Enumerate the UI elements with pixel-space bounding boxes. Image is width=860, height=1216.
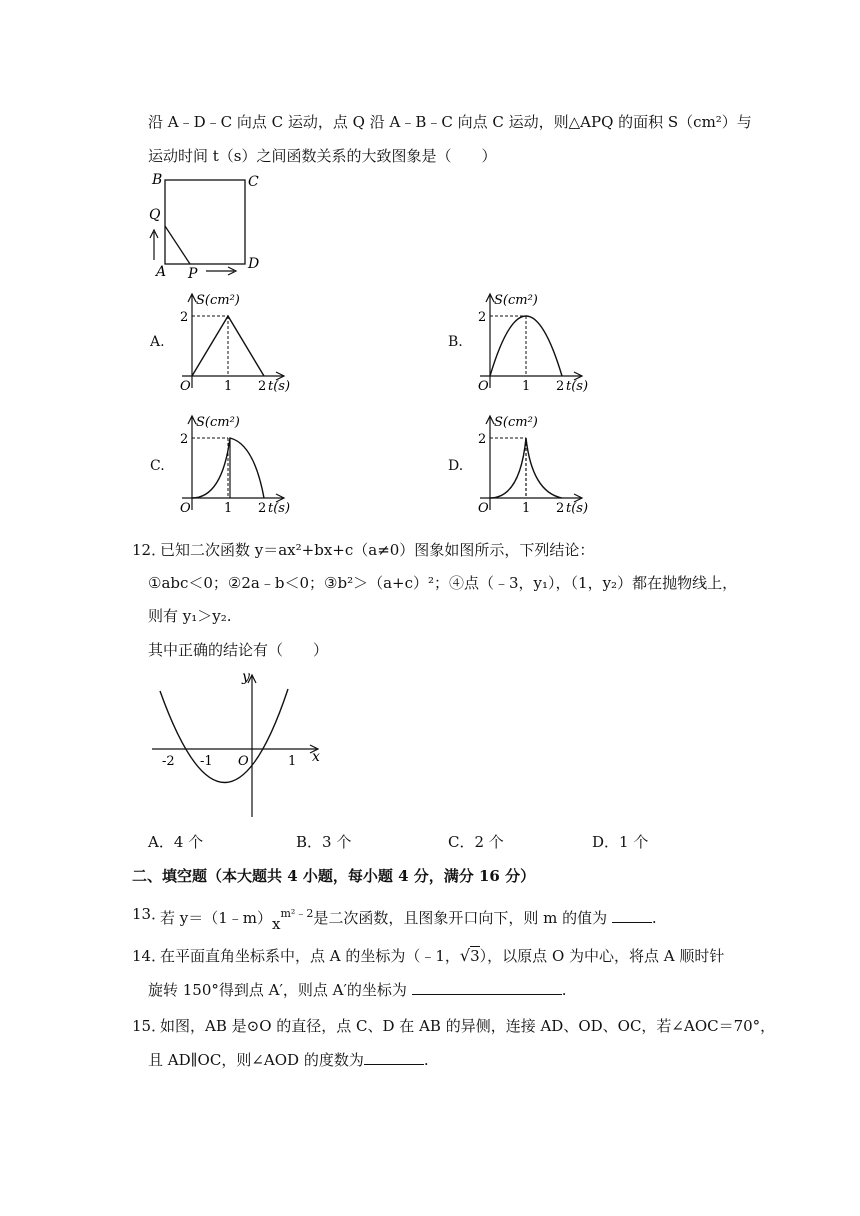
tick-2: 2	[258, 379, 267, 394]
q13-post: 是二次函数，且图象开口向下，则 m 的值为	[313, 909, 608, 927]
label-b: B	[152, 172, 163, 188]
choice-a: A．4 个	[148, 833, 204, 851]
q13-end: .	[651, 909, 657, 927]
axis-s-label: S(cm²)	[494, 415, 538, 430]
q14-line-2	[148, 980, 566, 1000]
q12-line-4: 其中正确的结论有（ ）	[148, 641, 329, 659]
axis-t-label: t(s)	[566, 379, 589, 394]
q13-answer-blank[interactable]	[612, 908, 652, 923]
label-p: P	[188, 266, 198, 282]
q11-line-1: 沿 A﹣D﹣C 向点 C 运动，点 Q 沿 A﹣B﹣C 向点 C 运动，则△APQ 的面积 S（cm²）与	[148, 113, 752, 131]
origin-label: O	[478, 379, 489, 394]
q15-end: .	[423, 1051, 429, 1069]
q15-line-1: 如图，AB 是⊙O 的直径，点 C、D 在 AB 的异侧，连接 AD、OD、OC，若∠AOC＝70°，	[160, 1017, 776, 1035]
q15-number: 15．	[132, 1017, 167, 1035]
choice-b: B．3 个	[296, 833, 352, 851]
axis-t-label: t(s)	[268, 501, 291, 516]
q14-line-1	[160, 946, 724, 966]
label-q: Q	[149, 207, 161, 223]
q15-line-2	[148, 1050, 429, 1070]
choice-d: D．1 个	[592, 833, 649, 851]
q13-number: 13．	[132, 905, 167, 923]
q14-line-1b: ），以原点 O 为中心，将点 A 顺时针	[479, 947, 725, 965]
label-c: C	[248, 174, 259, 190]
tick-1: 1	[522, 501, 531, 516]
q14-end: .	[561, 981, 567, 999]
tick-2: 2	[556, 379, 565, 394]
q14-line-2-text: 旋转 150°得到点 A′，则点 A′的坐标为	[148, 981, 407, 999]
option-c-letter: C.	[150, 458, 165, 474]
origin-label: O	[478, 501, 489, 516]
tick-y-2: 2	[180, 310, 189, 325]
q13-text	[160, 904, 657, 933]
q12-line-2: ①abc＜0；②2a﹣b＜0；③b²＞（a+c）²；④点（﹣3，y₁），（1，y₂）都在抛物线上，	[148, 574, 738, 592]
origin-label: O	[180, 501, 191, 516]
tick-minus-1: -1	[200, 754, 213, 769]
axis-x-label: x	[312, 749, 320, 765]
tick-y-2: 2	[180, 432, 189, 447]
q12-line-3: 则有 y₁＞y₂.	[148, 607, 232, 625]
q12-number: 12．	[132, 541, 167, 559]
axis-s-label: S(cm²)	[196, 293, 240, 308]
q12-line-1: 已知二次函数 y＝ax²+bx+c（a≠0）图象如图所示，下列结论：	[160, 541, 595, 559]
q14-answer-blank[interactable]	[412, 980, 562, 995]
q14-sqrt-value: 3	[470, 947, 480, 965]
q13-exp: m²﹣2	[280, 907, 314, 920]
axis-t-label: t(s)	[566, 501, 589, 516]
q15-line-2-text: 且 AD∥OC，则∠AOD 的度数为	[148, 1051, 364, 1069]
q12-parabola-graph	[148, 665, 338, 825]
q14-number: 14．	[132, 947, 167, 965]
option-d-letter: D.	[448, 458, 464, 474]
axis-s-label: S(cm²)	[494, 293, 538, 308]
origin-label: O	[180, 379, 191, 394]
choice-c: C．2 个	[448, 833, 504, 851]
q13-pre: 若 y＝（1﹣m）	[160, 909, 273, 927]
option-a-letter: A.	[150, 334, 165, 350]
tick-y-2: 2	[478, 310, 487, 325]
axis-s-label: S(cm²)	[196, 415, 240, 430]
tick-2: 2	[556, 501, 565, 516]
tick-1: 1	[224, 501, 233, 516]
tick-1: 1	[522, 379, 531, 394]
section-2-heading: 二、填空题（本大题共 4 小题，每小题 4 分，满分 16 分）	[132, 867, 536, 885]
q11-line-2: 运动时间 t（s）之间函数关系的大致图象是（ ）	[148, 147, 497, 165]
option-b-graph	[470, 288, 610, 396]
axis-y-label: y	[242, 669, 250, 685]
option-a-graph	[172, 288, 312, 396]
q13-base: x	[272, 915, 281, 933]
q14-line-1a: 在平面直角坐标系中，点 A 的坐标为（﹣1，	[160, 947, 460, 965]
parabola-curve	[160, 689, 288, 783]
tick-1: 1	[224, 379, 233, 394]
origin-label: O	[238, 754, 249, 769]
label-d: D	[248, 256, 260, 272]
option-d-graph	[470, 410, 610, 518]
tick-1: 1	[288, 754, 297, 769]
option-b-letter: B.	[448, 334, 463, 350]
tick-2: 2	[258, 501, 267, 516]
sqrt-icon: √	[459, 946, 471, 965]
tick-y-2: 2	[478, 432, 487, 447]
q15-answer-blank[interactable]	[364, 1050, 424, 1065]
label-a: A	[156, 264, 167, 280]
option-c-graph	[172, 410, 312, 518]
q11-square-figure	[140, 168, 270, 283]
tick-minus-2: -2	[162, 754, 175, 769]
axis-t-label: t(s)	[268, 379, 291, 394]
